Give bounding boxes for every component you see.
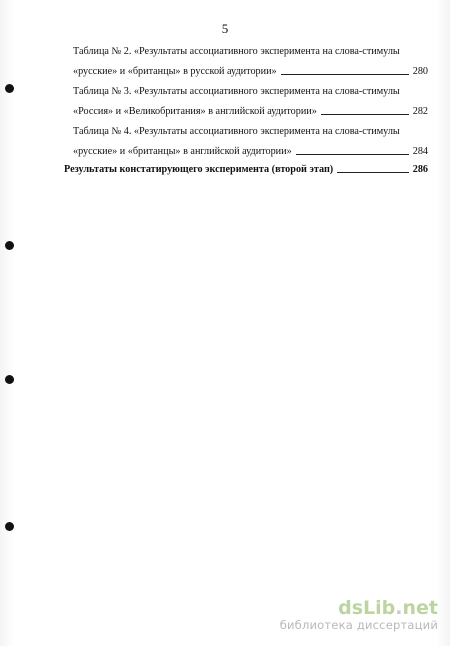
toc-entry-title: Таблица № 3. «Результаты ассоциативного эксперимента на слова-стимулы [73, 86, 400, 97]
toc-entry-table-3 [73, 82, 428, 122]
toc-entry-line-1 [73, 82, 428, 102]
watermark-subtitle: библиотека диссертаций [279, 618, 438, 632]
toc-entry-line-1 [73, 122, 428, 142]
toc-section-title: Результаты констатирующего эксперимента (второй этап) [64, 164, 334, 175]
toc-entry-line-2 [73, 62, 428, 82]
toc-leader-line [321, 114, 409, 115]
toc-page-number: 284 [412, 145, 428, 157]
toc-entry-title-continued: «русские» и «британцы» в английской аудитории» [73, 145, 292, 157]
binder-hole-icon [5, 241, 14, 250]
toc-section-line [64, 160, 428, 180]
binder-hole-icon [5, 375, 14, 384]
toc-leader-line [296, 154, 409, 155]
watermark [280, 598, 438, 632]
toc-page-number: 282 [412, 105, 428, 117]
toc-entry-title: Таблица № 4. «Результаты ассоциативного эксперимента на слова-стимулы [73, 126, 400, 137]
toc-entry-line-1 [73, 42, 428, 62]
toc-entry-line-2 [73, 142, 428, 162]
watermark-logo-tld: net [402, 597, 438, 619]
watermark-logo-main: dsLib [338, 597, 396, 619]
toc-section-results [64, 160, 428, 180]
toc-entry-table-4 [73, 122, 428, 162]
binder-hole-icon [5, 522, 14, 531]
toc-leader-line [337, 172, 409, 173]
toc-leader-line [281, 74, 409, 75]
watermark-logo [280, 598, 438, 618]
toc-entry-line-2 [73, 102, 428, 122]
toc-entry-title: Таблица № 2. «Результаты ассоциативного эксперимента на слова-стимулы [73, 46, 400, 57]
page-number: 5 [221, 21, 229, 36]
binder-hole-icon [5, 84, 14, 93]
toc-page-number: 286 [412, 164, 428, 175]
toc-entry-title-continued: «русские» и «британцы» в русской аудитории» [73, 65, 277, 77]
toc-page-number: 280 [412, 65, 428, 77]
toc-entry-table-2 [73, 42, 428, 82]
toc-entry-title-continued: «Россия» и «Великобритания» в английской аудитории» [73, 105, 317, 117]
watermark-logo-dot: . [395, 597, 403, 619]
